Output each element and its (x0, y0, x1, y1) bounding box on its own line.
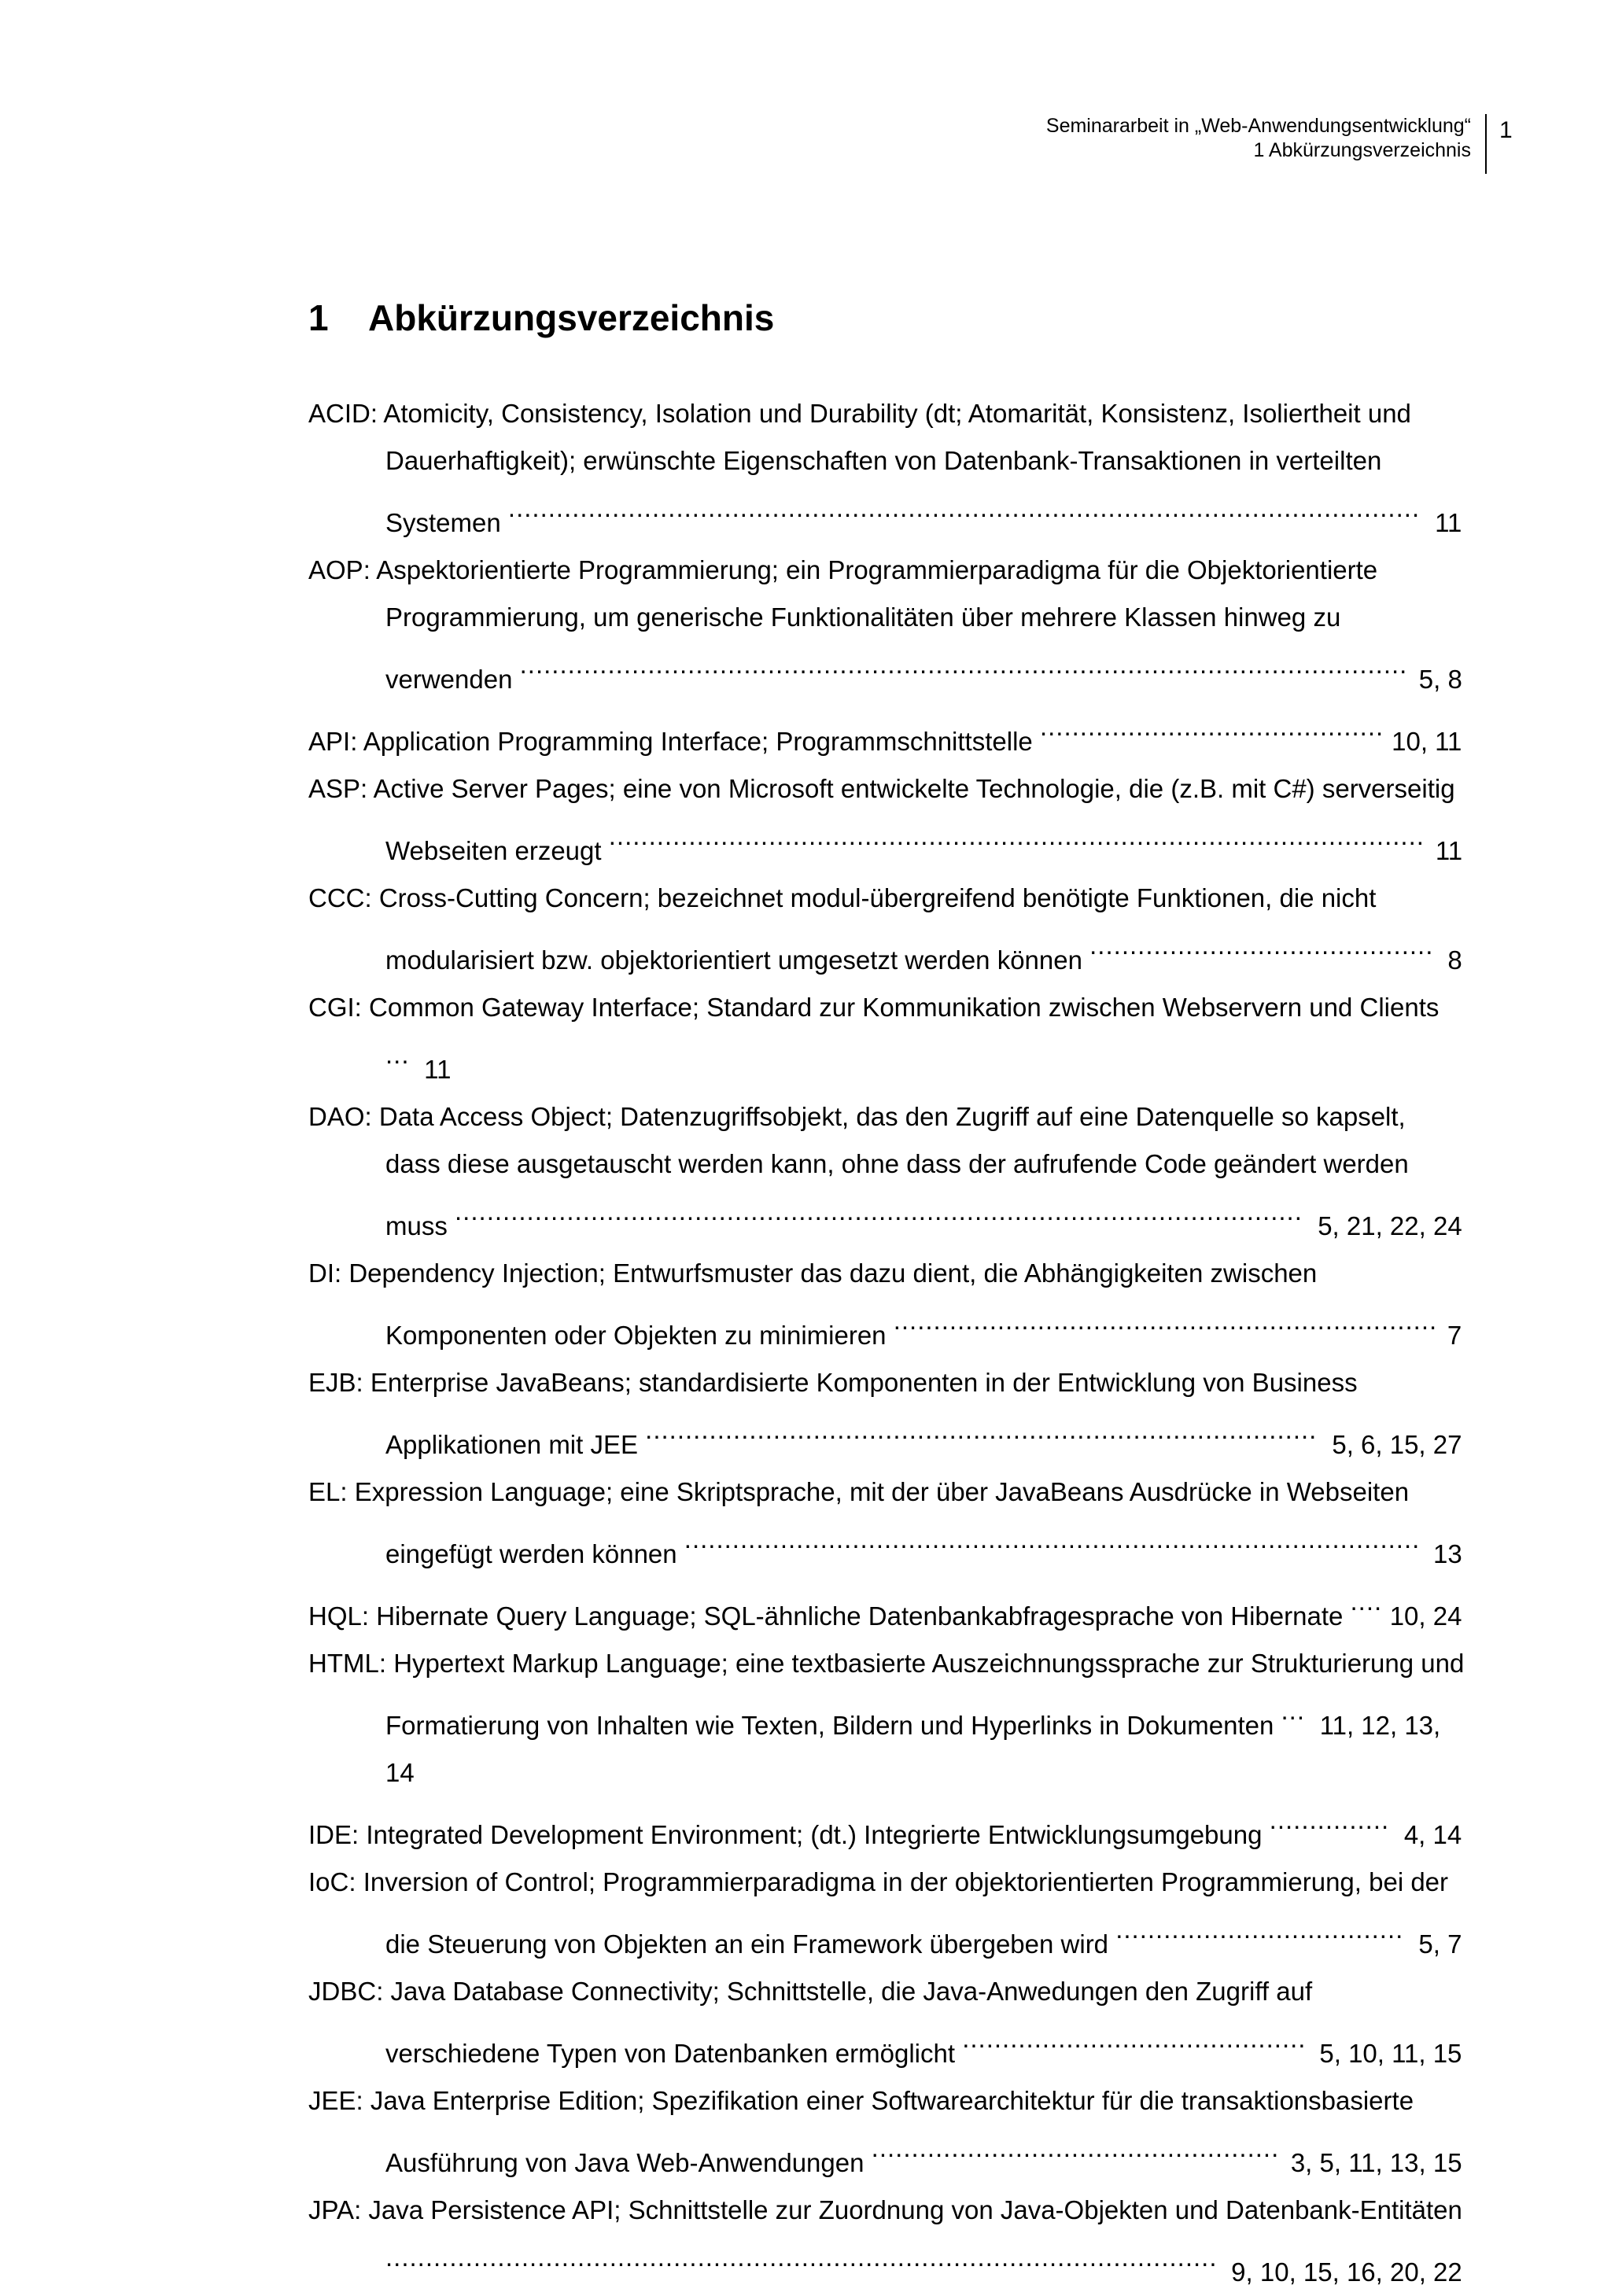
entry-abbreviation: DAO (308, 1102, 365, 1131)
entry-page-references: 5, 7 (1418, 1929, 1462, 1959)
abbreviation-entry: IDE: Integrated Development Environment; (dt.) Integrierte Entwicklungsumgebung ............... 4, 14 (308, 1797, 1465, 1859)
dot-leader: ... (385, 1040, 410, 1069)
entry-definition: Java Enterprise Edition; Spezifikation einer Softwarearchitektur für die transaktionsbasierte Ausführung von Java Web-Anwendungen (370, 2086, 1414, 2177)
entry-abbreviation: JPA (308, 2195, 355, 2224)
entry-definition: Aspektorientierte Programmierung; ein Programmierparadigma für die Objektorientierte Programmierung, um generische Funktionalitäten über mehrere Klassen hinweg zu verwenden (376, 555, 1378, 694)
entry-page-references: 10, 24 (1389, 1601, 1462, 1631)
abbreviation-entry: DI: Dependency Injection; Entwurfsmuster das dazu dient, die Abhängigkeiten zwischen Komponenten oder Objekten zu minimieren .................................................................... 7 (308, 1259, 1462, 1350)
header-section-title: 1 Abkürzungsverzeichnis (1253, 139, 1471, 161)
entry-definition: Integrated Development Environment; (dt.) Integrierte Entwicklungsumgebung (366, 1820, 1263, 1849)
entry-abbreviation: EL (308, 1477, 341, 1506)
entry-page-references: 5, 8 (1418, 665, 1462, 694)
entry-page-references: 5, 6, 15, 27 (1332, 1430, 1462, 1459)
abbreviation-entry: IoC: Inversion of Control; Programmierparadigma in der objektorientierten Programmierung, bei der die Steuerung von Objekten an ein Framework übergeben wird .................................... 5, 7 (308, 1867, 1462, 1959)
abbreviation-entry: EL: Expression Language; eine Skriptsprache, mit der über JavaBeans Ausdrücke in Webseiten eingefügt werden können ............................................................................................ 13 (308, 1477, 1462, 1568)
entry-page-references: 9, 10, 15, 16, 20, 22 (1231, 2257, 1462, 2287)
dot-leader: ............................................................................................ (684, 1524, 1421, 1553)
abbreviation-entry: CGI: Common Gateway Interface; Standard zur Kommunikation zwischen Webservern und Clients ... 11 (308, 993, 1440, 1084)
entry-definition: Data Access Object; Datenzugriffsobjekt, das den Zugriff auf eine Datenquelle so kapselt, dass diese ausgetauscht werden kann, ohne dass der aufrufende Code geändert werden muss (378, 1102, 1409, 1240)
dot-leader: ........................................... (962, 2024, 1307, 2053)
dot-leader: ........................................... (1039, 712, 1384, 741)
entry-definition: Active Server Pages; eine von Microsoft entwickelte Technologie, die (z.B. mit C#) serverseitig Webseiten erzeugt (373, 774, 1455, 865)
abbreviation-entry: ACID: Atomicity, Consistency, Isolation und Durability (dt; Atomarität, Konsistenz, Isoliertheit und Dauerhaftigkeit); erwünschte Eigenschaften von Datenbank-Transaktionen in verteilten Systemen .................................................................................................................. 11 (308, 399, 1462, 537)
entry-definition: Java Database Connectivity; Schnittstelle, die Java-Anwedungen den Zugriff auf verschiedene Typen von Datenbanken ermöglicht (385, 1977, 1313, 2068)
abbreviation-entry: EJB: Enterprise JavaBeans; standardisierte Komponenten in der Entwicklung von Business Applikationen mit JEE .................................................................................... 5, 6, 15, 27 (308, 1368, 1462, 1459)
abbreviation-entry: ASP: Active Server Pages; eine von Microsoft entwickelte Technologie, die (z.B. mit C#) serverseitig Webseiten erzeugt ...................................................................................................... 11 (308, 774, 1463, 865)
dot-leader: .................................................................................................................. (507, 493, 1421, 522)
entry-page-references: 4, 14 (1403, 1820, 1462, 1849)
running-header (1046, 114, 1487, 174)
entry-abbreviation: HQL (308, 1601, 362, 1631)
entry-page-references: 5, 10, 11, 15 (1319, 2039, 1462, 2068)
entry-definition: Atomicity, Consistency, Isolation und Durability (dt; Atomarität, Konsistenz, Isoliertheit und Dauerhaftigkeit); erwünschte Eigenschaften von Datenbank-Transaktionen in verteilten Systemen (383, 399, 1411, 537)
entry-abbreviation: ASP (308, 774, 361, 803)
entry-page-references: 8 (1447, 945, 1462, 975)
dot-leader: .................................... (1115, 1915, 1404, 1944)
entry-page-references: 10, 11 (1392, 727, 1462, 756)
entry-definition: Inversion of Control; Programmierparadigma in der objektorientierten Programmierung, bei der die Steuerung von Objekten an ein Framework übergeben wird (363, 1867, 1449, 1959)
chapter-number: 1 (308, 297, 329, 338)
dot-leader: ............................................................................................................... (519, 650, 1408, 679)
entry-definition: Expression Language; eine Skriptsprache, mit der über JavaBeans Ausdrücke in Webseiten eingefügt werden können (354, 1477, 1410, 1568)
dot-leader: .......................................................................................................... (455, 1196, 1303, 1225)
entry-definition: Dependency Injection; Entwurfsmuster das dazu dient, die Abhängigkeiten zwischen Komponenten oder Objekten zu minimieren (348, 1259, 1318, 1350)
entry-abbreviation: IoC (308, 1867, 349, 1896)
entry-abbreviation: JEE (308, 2086, 356, 2115)
entry-definition: Java Persistence API; Schnittstelle zur Zuordnung von Java-Objekten und Datenbank-Entitäten (368, 2195, 1462, 2224)
abbreviation-entry: JEE: Java Enterprise Edition; Spezifikation einer Softwarearchitektur für die transaktionsbasierte Ausführung von Java Web-Anwendungen ................................................... 3, 5, 11, 13, 15 (308, 2086, 1462, 2177)
dot-leader: ........................................... (1089, 931, 1434, 960)
page-number: 1 (1499, 117, 1513, 143)
chapter-heading (308, 294, 774, 341)
header-seminar-title: Seminararbeit in „Web-Anwendungsentwicklung“ (1045, 115, 1471, 137)
entry-page-references: 11, 12, 13, 14 (385, 1711, 1441, 1787)
abbreviation-entry: JDBC: Java Database Connectivity; Schnittstelle, die Java-Anwedungen den Zugriff auf verschiedene Typen von Datenbanken ermöglicht ........................................... 5, 10, 11, 15 (308, 1977, 1462, 2068)
dot-leader: ... (1281, 1696, 1306, 1725)
abbreviation-entry: HQL: Hibernate Query Language; SQL-ähnliche Datenbankabfragesprache von Hibernate .... 10, 24 (308, 1578, 1465, 1640)
entry-abbreviation: IDE (308, 1820, 352, 1849)
abbreviation-entry: JPA: Java Persistence API; Schnittstelle zur Zuordnung von Java-Objekten und Datenbank-Entitäten ........................................................................................................ 9, 10, 15, 16, 20, 22 (308, 2195, 1462, 2287)
entry-page-references: 11 (1435, 836, 1463, 865)
abbreviation-entry: DAO: Data Access Object; Datenzugriffsobjekt, das den Zugriff auf eine Datenquelle so kapselt, dass diese ausgetauscht werden kann, ohne dass der aufrufende Code geändert werden muss .......................................................................................................... 5, 21, 22, 24 (308, 1102, 1462, 1240)
entry-page-references: 13 (1432, 1539, 1462, 1568)
abbreviation-entry: CCC: Cross-Cutting Concern; bezeichnet modul-übergreifend benötigte Funktionen, die nicht modularisiert bzw. objektorientiert umgesetzt werden können ........................................... 8 (308, 883, 1462, 975)
entry-abbreviation: CCC (308, 883, 365, 912)
entry-abbreviation: DI (308, 1259, 334, 1288)
abbreviation-list (308, 390, 1465, 2296)
chapter-title: Abkürzungsverzeichnis (368, 297, 775, 338)
entry-definition: Hypertext Markup Language; eine textbasierte Auszeichnungssprache zur Strukturierung und Formatierung von Inhalten wie Texten, Bildern und Hyperlinks in Dokumenten (385, 1649, 1465, 1740)
dot-leader: .................................................................... (893, 1306, 1438, 1335)
dot-leader: ...................................................................................................... (608, 821, 1425, 850)
abbreviation-entry: AOP: Aspektorientierte Programmierung; ein Programmierparadigma für die Objektorientierte Programmierung, um generische Funktionalitäten über mehrere Klassen hinweg zu verwenden ............................................................................................................... 5, 8 (308, 555, 1462, 694)
entry-abbreviation: JDBC (308, 1977, 377, 2006)
entry-page-references: 11 (1435, 508, 1462, 537)
entry-page-references: 11 (424, 1055, 452, 1084)
entry-abbreviation: EJB (308, 1368, 356, 1397)
dot-leader: ................................................... (871, 2133, 1280, 2162)
dot-leader: ........................................................................................................ (385, 2243, 1218, 2272)
abbreviation-entry: HTML: Hypertext Markup Language; eine textbasierte Auszeichnungssprache zur Strukturierung und Formatierung von Inhalten wie Texten, Bildern und Hyperlinks in Dokumenten ... 11, 12, 13, 14 (308, 1649, 1465, 1787)
entry-definition: Enterprise JavaBeans; standardisierte Komponenten in der Entwicklung von Business Applikationen mit JEE (370, 1368, 1358, 1459)
entry-definition: Application Programming Interface; Programmschnittstelle (363, 727, 1033, 756)
abbreviation-entry: API: Application Programming Interface; Programmschnittstelle ........................................... 10, 11 (308, 703, 1465, 765)
entry-definition: Cross-Cutting Concern; bezeichnet modul-übergreifend benötigte Funktionen, die nicht modularisiert bzw. objektorientiert umgesetzt werden können (378, 883, 1377, 975)
entry-page-references: 3, 5, 11, 13, 15 (1290, 2148, 1462, 2177)
entry-page-references: 5, 21, 22, 24 (1318, 1211, 1462, 1240)
entry-abbreviation: API (308, 727, 351, 756)
entry-definition: Hibernate Query Language; SQL-ähnliche Datenbankabfragesprache von Hibernate (376, 1601, 1344, 1631)
dot-leader: .... (1350, 1587, 1383, 1616)
dot-leader: ............... (1269, 1805, 1390, 1834)
entry-definition: Common Gateway Interface; Standard zur Kommunikation zwischen Webservern und Clients (369, 993, 1440, 1022)
entry-abbreviation: HTML (308, 1649, 379, 1678)
entry-abbreviation: AOP (308, 555, 363, 584)
entry-abbreviation: ACID (308, 399, 370, 428)
entry-abbreviation: CGI (308, 993, 355, 1022)
entry-page-references: 7 (1447, 1321, 1462, 1350)
dot-leader: .................................................................................... (645, 1415, 1318, 1444)
